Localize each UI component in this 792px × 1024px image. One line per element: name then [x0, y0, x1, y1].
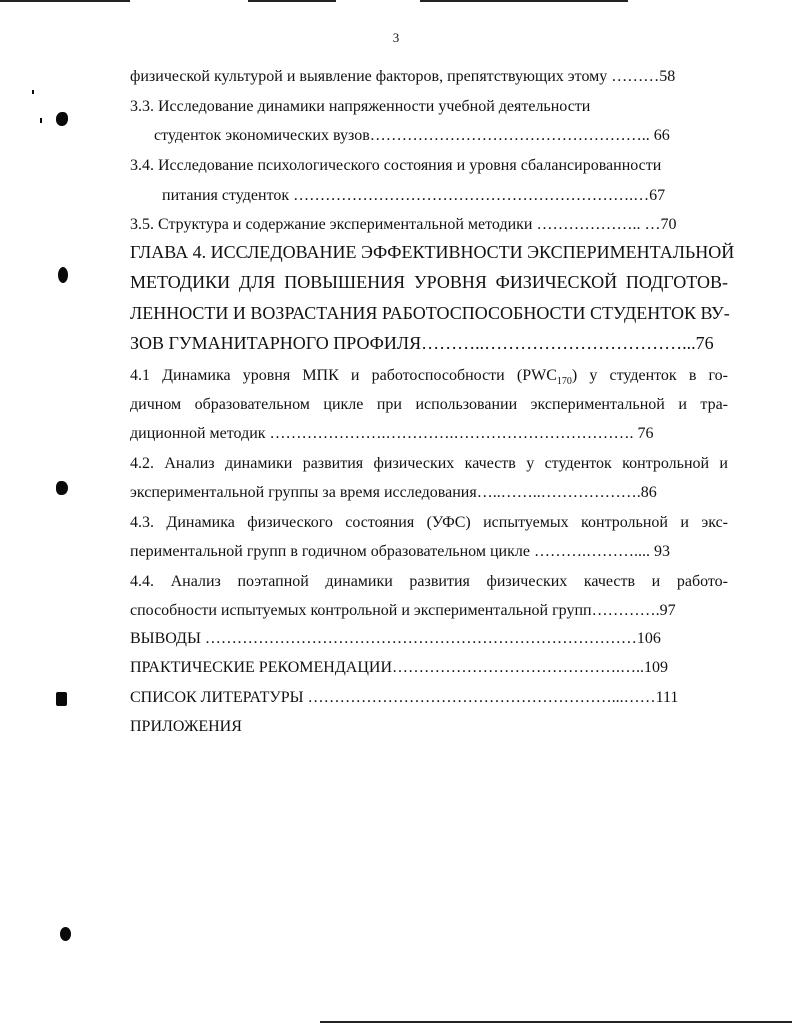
toc-entry-appendices: ПРИЛОЖЕНИЯ: [130, 718, 242, 735]
toc-entry-4-1-line-1: [130, 365, 728, 393]
speck-mark: [40, 118, 42, 123]
toc-entry-3-5: 3.5. Структура и содержание экспериментальной методики ……………….. …70: [130, 216, 677, 233]
punch-hole-mark: [60, 927, 71, 941]
scan-line-bottom: [320, 1021, 792, 1023]
speck-mark: [32, 90, 34, 94]
scan-line-top-mid: [248, 0, 336, 2]
toc-entry-4-2-line-2: экспериментальной группы за время исследования…..……..……………….86: [130, 484, 657, 501]
toc-entry-4-3-line-2: периментальной групп в годичном образовательном цикле ……….……….... 93: [130, 543, 670, 560]
scan-line-top-right: [420, 0, 628, 2]
toc-entry-3-4-continued: питания студенток ……………………………………………………….…67: [162, 187, 666, 204]
chapter-4-heading-line-1: ГЛАВА 4. ИССЛЕДОВАНИЕ ЭФФЕКТИВНОСТИ ЭКСПЕРИМЕНТАЛЬНОЙ: [130, 242, 735, 262]
punch-hole-mark: [58, 267, 68, 283]
toc-entry-4-3-line-1: 4.3. Динамика физического состояния (УФС) испытуемых контрольной и экс-: [130, 514, 728, 531]
toc-entry-4-4-line-1: 4.4. Анализ поэтапной динамики развития физических качеств и работо-: [130, 573, 728, 590]
punch-hole-mark: [56, 481, 68, 495]
scan-line-top-left: [0, 0, 130, 2]
toc-entry-4-1-line-3: диционной методик ………………….………….……………………………. 76: [130, 425, 654, 442]
toc-entry-recommendations: ПРАКТИЧЕСКИЕ РЕКОМЕНДАЦИИ…………………………………….…..109: [130, 659, 668, 676]
chapter-4-heading-line-4: ЗОВ ГУМАНИТАРНОГО ПРОФИЛЯ………..……………………………...76: [130, 333, 714, 353]
pwc-subscript: 170: [556, 376, 572, 388]
chapter-4-heading-line-3: ЛЕННОСТИ И ВОЗРАСТАНИЯ РАБОТОСПОСОБНОСТИ СТУДЕНТОК ВУ-: [130, 303, 730, 323]
page-number: 3: [392, 30, 400, 45]
toc-entry-references: СПИСОК ЛИТЕРАТУРЫ …………………………………………………...……111: [130, 689, 679, 706]
punch-hole-mark: [56, 692, 67, 706]
toc-entry-3-3-title: 3.3. Исследование динамики напряженности учебной деятельности: [130, 98, 591, 115]
toc-entry-4-2-line-1: 4.2. Анализ динамики развития физических качеств у студенток контрольной и: [130, 455, 728, 472]
chapter-4-heading-line-2: МЕТОДИКИ ДЛЯ ПОВЫШЕНИЯ УРОВНЯ ФИЗИЧЕСКОЙ ПОДГОТОВ-: [130, 272, 728, 292]
toc-entry-3-2-continued: физической культурой и выявление факторов, препятствующих этому ………58: [130, 68, 676, 85]
toc-entry-4-1-text-end: ) у студенток в го-: [571, 367, 729, 384]
toc-entry-4-4-line-2: способности испытуемых контрольной и экспериментальной групп………….97: [130, 602, 676, 619]
toc-entry-4-1-text: 4.1 Динамика уровня МПК и работоспособности (PWC: [130, 367, 557, 384]
toc-entry-3-3-continued: студенток экономических вузов…………………………………………….. 66: [154, 127, 670, 144]
toc-entry-conclusions: ВЫВОДЫ ………………………………………………………………………106: [130, 630, 661, 647]
toc-entry-4-1-line-2: дичном образовательном цикле при использовании экспериментальной и тра-: [130, 396, 728, 413]
toc-entry-3-4-title: 3.4. Исследование психологического состояния и уровня сбалансированности: [130, 157, 662, 174]
punch-hole-mark: [56, 112, 68, 126]
